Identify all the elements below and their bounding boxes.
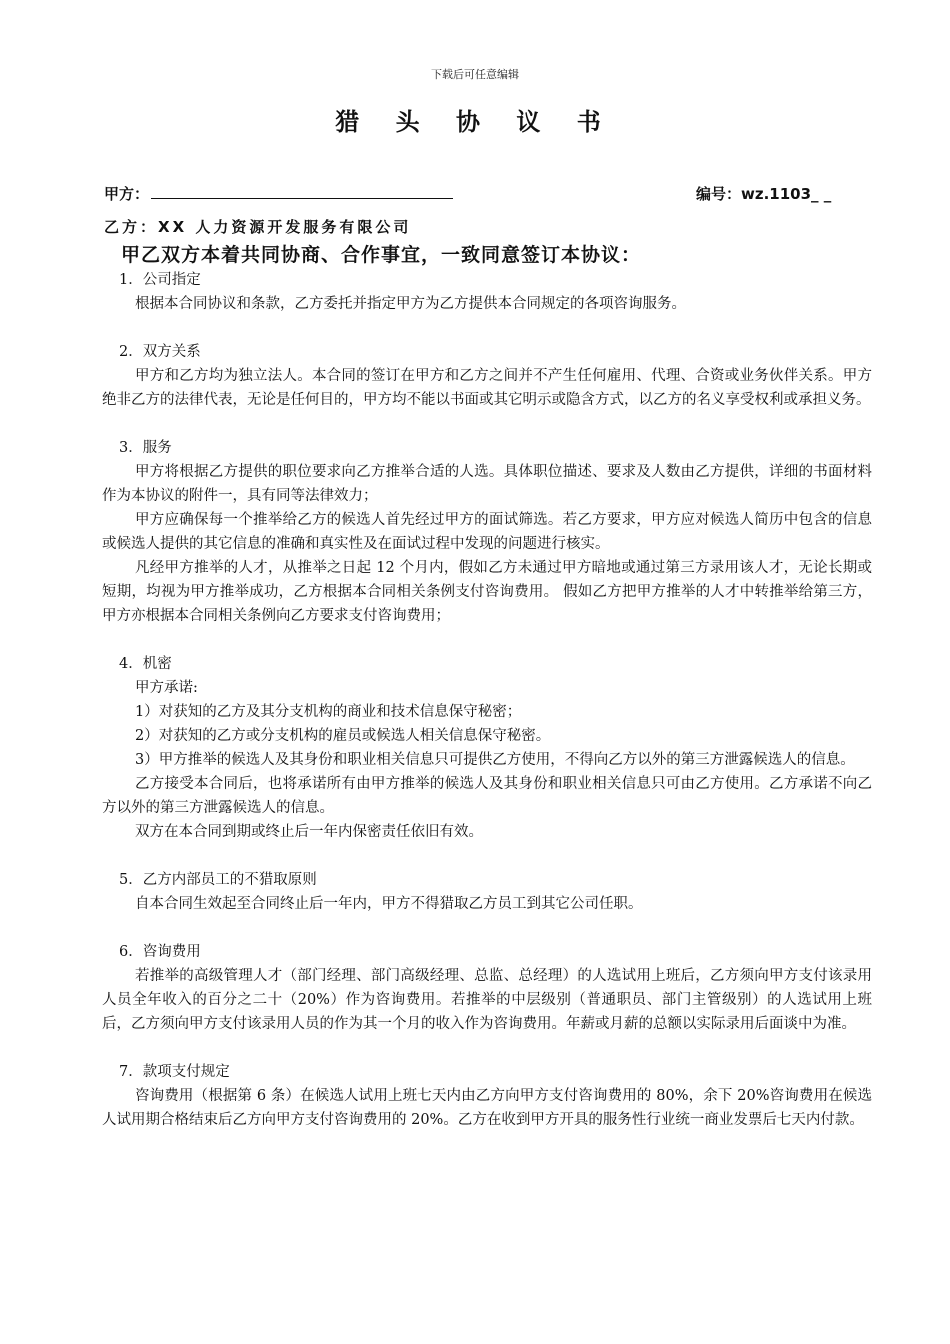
- section-heading: 4．机密: [119, 656, 172, 672]
- section-heading: 5．乙方内部员工的不猎取原则: [119, 872, 317, 888]
- paragraph: 甲方将根据乙方提供的职位要求向乙方推举合适的人选。具体职位描述、要求及人数由乙方提供，详细的书面材料作为本协议的附件一，具有同等法律效力；: [102, 464, 872, 504]
- section-heading: 7．款项支付规定: [119, 1064, 230, 1080]
- section-heading: 2．双方关系: [119, 344, 201, 360]
- section-1: [102, 268, 872, 316]
- party-a-field: [104, 183, 453, 204]
- contract-number: 编号：wz.1103_ _: [696, 185, 832, 203]
- document-title: 猎 头 协 议 书: [335, 107, 615, 136]
- list-item: 3）甲方推举的候选人及其身份和职业相关信息只可提供乙方使用，不得向乙方以外的第三方泄露候选人的信息。: [135, 752, 855, 768]
- paragraph: 咨询费用（根据第 6 条）在候选人试用上班七天内由乙方向甲方支付咨询费用的 80%，余下 20%咨询费用在候选人试用期合格结束后乙方向甲方支付咨询费用的 20%。乙方在收到甲方开具的服务性行业统一商业发票后七天内付款。: [102, 1088, 872, 1128]
- section-heading: 3．服务: [119, 440, 172, 456]
- section-6: [102, 940, 872, 1036]
- paragraph: 双方在本合同到期或终止后一年内保密责任依旧有效。: [135, 824, 483, 840]
- party-a-label: 甲方：: [104, 185, 150, 203]
- section-heading: 1．公司指定: [119, 272, 201, 288]
- party-a-blank-line: [151, 186, 453, 199]
- section-heading: 6．咨询费用: [119, 944, 201, 960]
- section-5: [102, 868, 872, 916]
- intro-statement: 甲乙双方本着共同协商、合作事宜，一致同意签订本协议：: [121, 244, 642, 266]
- paragraph: 甲方和乙方均为独立法人。本合同的签订在甲方和乙方之间并不产生任何雇用、代理、合资或业务伙伴关系。甲方绝非乙方的法律代表，无论是任何目的，甲方均不能以书面或其它明示或隐含方式，以乙方的名义享受权利或承担义务。: [102, 368, 872, 408]
- paragraph: 乙方接受本合同后，也将承诺所有由甲方推举的候选人及其身份和职业相关信息只可由乙方使用。乙方承诺不向乙方以外的第三方泄露候选人的信息。: [102, 776, 872, 816]
- section-2: [102, 340, 872, 412]
- header-note: 下载后可任意编辑: [431, 68, 519, 81]
- paragraph: 根据本合同协议和条款，乙方委托并指定甲方为乙方提供本合同规定的各项咨询服务。: [135, 296, 686, 312]
- section-4: [102, 652, 872, 844]
- paragraph: 凡经甲方推举的人才，从推举之日起 12 个月内，假如乙方未通过甲方暗地或通过第三方录用该人才，无论长期或短期，均视为甲方推举成功，乙方根据本合同相关条例支付咨询费用。 假如乙方把甲方推举的人才中转推举给第三方， 甲方亦根据本合同相关条例向乙方要求支付咨询费用；: [102, 560, 872, 624]
- paragraph: 若推举的高级管理人才（部门经理、部门高级经理、总监、总经理）的人选试用上班后，乙方须向甲方支付该录用人员全年收入的百分之二十（20%）作为咨询费用。若推举的中层级别（普通职员、部门主管级别）的人选试用上班后，乙方须向甲方支付该录用人员的作为其一个月的收入作为咨询费用。年薪或月薪的总额以实际录用后面谈中为准。: [102, 968, 872, 1032]
- section-7: [102, 1060, 872, 1132]
- agreement-body: [102, 268, 872, 1156]
- list-item: 2）对获知的乙方或分支机构的雇员或候选人相关信息保守秘密。: [135, 728, 551, 744]
- paragraph: 甲方应确保每一个推举给乙方的候选人首先经过甲方的面试筛选。若乙方要求，甲方应对候选人简历中包含的信息或候选人提供的其它信息的准确和真实性及在面试过程中发现的问题进行核实。: [102, 512, 872, 552]
- paragraph: 自本合同生效起至合同终止后一年内，甲方不得猎取乙方员工到其它公司任职。: [135, 896, 643, 912]
- paragraph: 甲方承诺:: [135, 680, 198, 696]
- list-item: 1）对获知的乙方及其分支机构的商业和技术信息保守秘密；: [135, 704, 522, 720]
- party-b: 乙方：XX 人力资源开发服务有限公司: [104, 218, 412, 236]
- section-3: [102, 436, 872, 628]
